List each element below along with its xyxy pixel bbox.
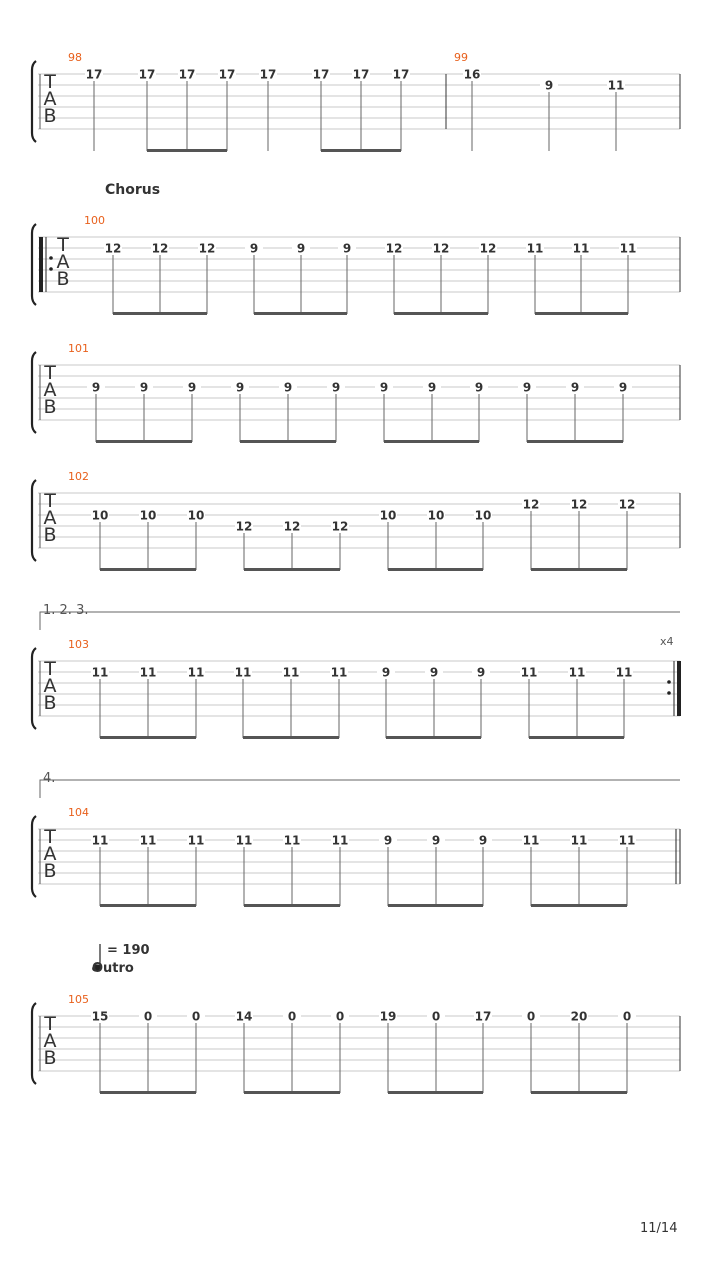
fret-number: 11 <box>91 665 109 680</box>
fret-number: 11 <box>139 665 157 680</box>
beam <box>100 904 196 907</box>
fret-number: 17 <box>178 67 196 82</box>
beam <box>243 736 339 739</box>
fret-number: 9 <box>570 380 580 395</box>
fret-number: 11 <box>522 833 540 848</box>
fret-number: 9 <box>249 241 259 256</box>
fret-number: 17 <box>85 67 103 82</box>
tempo-marking: = 190 <box>107 943 150 958</box>
fret-number: 12 <box>522 497 540 512</box>
fret-number: 11 <box>234 665 252 680</box>
system-bracket <box>32 816 36 897</box>
beam <box>100 568 196 571</box>
fret-number: 20 <box>570 1009 588 1024</box>
fret-number: 9 <box>429 665 439 680</box>
tab-clef-letter-b: B <box>43 524 57 546</box>
fret-number: 10 <box>91 508 109 523</box>
fret-number: 9 <box>139 380 149 395</box>
beam <box>100 736 196 739</box>
beam <box>254 312 347 315</box>
tab-clef-letter-t: T <box>44 490 56 512</box>
tab-clef-letter-a: A <box>43 675 57 697</box>
beam <box>527 440 623 443</box>
page-number: 11/14 <box>640 1221 678 1236</box>
measure-number: 102 <box>68 470 89 483</box>
fret-number: 0 <box>622 1009 632 1024</box>
fret-number: 0 <box>335 1009 345 1024</box>
system-bracket <box>32 1003 36 1084</box>
fret-number: 12 <box>104 241 122 256</box>
fret-number: 11 <box>331 833 349 848</box>
beam <box>100 1091 196 1094</box>
fret-number: 17 <box>259 67 277 82</box>
fret-number: 9 <box>283 380 293 395</box>
fret-number: 9 <box>381 665 391 680</box>
fret-number: 9 <box>331 380 341 395</box>
fret-number: 11 <box>282 665 300 680</box>
beam <box>96 440 192 443</box>
fret-number: 12 <box>479 241 497 256</box>
fret-number: 15 <box>91 1009 109 1024</box>
tab-clef-letter-a: A <box>56 251 70 273</box>
beam <box>529 736 624 739</box>
fret-number: 0 <box>287 1009 297 1024</box>
tab-clef-letter-b: B <box>43 1047 57 1069</box>
fret-number: 10 <box>379 508 397 523</box>
fret-number: 11 <box>526 241 544 256</box>
section-chorus: Chorus <box>105 182 161 198</box>
fret-number: 10 <box>139 508 157 523</box>
beam <box>531 1091 627 1094</box>
fret-number: 10 <box>187 508 205 523</box>
beam <box>321 149 401 152</box>
fret-number: 11 <box>619 241 637 256</box>
fret-number: 10 <box>427 508 445 523</box>
tab-clef-letter-t: T <box>44 362 56 384</box>
system-bracket <box>32 61 36 142</box>
fret-number: 12 <box>385 241 403 256</box>
fret-number: 11 <box>520 665 538 680</box>
fret-number: 17 <box>392 67 410 82</box>
fret-number: 12 <box>570 497 588 512</box>
fret-number: 19 <box>379 1009 397 1024</box>
fret-number: 11 <box>572 241 590 256</box>
beam <box>244 568 340 571</box>
repeat-end-thick-bar <box>677 661 681 716</box>
fret-number: 11 <box>330 665 348 680</box>
tab-clef-letter-b: B <box>43 860 57 882</box>
fret-number: 11 <box>91 833 109 848</box>
beam <box>147 149 227 152</box>
tab-clef-letter-b: B <box>43 692 57 714</box>
repeat-dot <box>667 691 671 695</box>
fret-number: 9 <box>91 380 101 395</box>
beam <box>531 568 627 571</box>
tab-clef-letter-a: A <box>43 1030 57 1052</box>
repeat-start-thick-bar <box>39 237 43 292</box>
system-bracket <box>32 224 36 305</box>
fret-number: 16 <box>463 67 481 82</box>
volta-1-2-3: 1. 2. 3. <box>43 603 89 618</box>
fret-number: 11 <box>187 665 205 680</box>
measure-number: 98 <box>68 51 82 64</box>
fret-number: 17 <box>138 67 156 82</box>
section-outro: Outro <box>92 961 134 976</box>
fret-number: 9 <box>544 78 554 93</box>
fret-number: 11 <box>570 833 588 848</box>
measure-number: 105 <box>68 993 89 1006</box>
fret-number: 12 <box>198 241 216 256</box>
fret-number: 17 <box>474 1009 492 1024</box>
volta-bracket-2 <box>40 780 680 798</box>
fret-number: 9 <box>476 665 486 680</box>
tab-clef-letter-t: T <box>44 71 56 93</box>
fret-number: 0 <box>526 1009 536 1024</box>
beam <box>388 1091 483 1094</box>
tab-clef-letter-b: B <box>43 396 57 418</box>
fret-number: 17 <box>352 67 370 82</box>
tab-clef-letter-t: T <box>44 826 56 848</box>
fret-number: 9 <box>431 833 441 848</box>
system-bracket <box>32 480 36 561</box>
repeat-dot <box>49 267 53 271</box>
fret-number: 12 <box>331 519 349 534</box>
fret-number: 12 <box>235 519 253 534</box>
fret-number: 12 <box>283 519 301 534</box>
fret-number: 12 <box>618 497 636 512</box>
beam <box>394 312 488 315</box>
fret-number: 9 <box>618 380 628 395</box>
fret-number: 9 <box>342 241 352 256</box>
beam <box>388 568 483 571</box>
measure-number: 103 <box>68 638 89 651</box>
fret-number: 12 <box>151 241 169 256</box>
tab-clef-letter-b: B <box>43 105 57 127</box>
fret-number: 11 <box>187 833 205 848</box>
tab-clef-letter-t: T <box>44 1013 56 1035</box>
tab-clef-letter-a: A <box>43 507 57 529</box>
fret-number: 9 <box>235 380 245 395</box>
fret-number: 9 <box>187 380 197 395</box>
fret-number: 9 <box>427 380 437 395</box>
fret-number: 9 <box>379 380 389 395</box>
fret-number: 10 <box>474 508 492 523</box>
tab-clef-letter-a: A <box>43 88 57 110</box>
repeat-dot <box>667 680 671 684</box>
tab-clef-letter-b: B <box>56 268 70 290</box>
fret-number: 9 <box>474 380 484 395</box>
beam <box>244 904 340 907</box>
tab-clef-letter-t: T <box>44 658 56 680</box>
tab-clef-letter-a: A <box>43 843 57 865</box>
measure-number: 101 <box>68 342 89 355</box>
measure-number: 99 <box>454 51 468 64</box>
fret-number: 11 <box>568 665 586 680</box>
beam <box>388 904 483 907</box>
fret-number: 0 <box>431 1009 441 1024</box>
beam <box>531 904 627 907</box>
fret-number: 11 <box>235 833 253 848</box>
tab-clef-letter-t: T <box>57 234 69 256</box>
beam <box>244 1091 340 1094</box>
beam <box>386 736 481 739</box>
fret-number: 11 <box>615 665 633 680</box>
fret-number: 17 <box>312 67 330 82</box>
volta-bracket-1 <box>40 612 680 630</box>
system-bracket <box>32 648 36 729</box>
fret-number: 17 <box>218 67 236 82</box>
beam <box>535 312 628 315</box>
fret-number: 11 <box>618 833 636 848</box>
repeat-count: x4 <box>660 635 674 648</box>
beam <box>240 440 336 443</box>
fret-number: 12 <box>432 241 450 256</box>
fret-number: 9 <box>522 380 532 395</box>
repeat-dot <box>49 256 53 260</box>
fret-number: 11 <box>139 833 157 848</box>
fret-number: 9 <box>478 833 488 848</box>
fret-number: 11 <box>607 78 625 93</box>
beam <box>384 440 479 443</box>
fret-number: 9 <box>296 241 306 256</box>
beam <box>113 312 207 315</box>
tab-clef-letter-a: A <box>43 379 57 401</box>
system-bracket <box>32 352 36 433</box>
measure-number: 104 <box>68 806 89 819</box>
fret-number: 11 <box>283 833 301 848</box>
fret-number: 0 <box>143 1009 153 1024</box>
fret-number: 9 <box>383 833 393 848</box>
fret-number: 14 <box>235 1009 253 1024</box>
fret-number: 0 <box>191 1009 201 1024</box>
volta-4: 4. <box>43 771 56 786</box>
measure-number: 100 <box>84 214 105 227</box>
